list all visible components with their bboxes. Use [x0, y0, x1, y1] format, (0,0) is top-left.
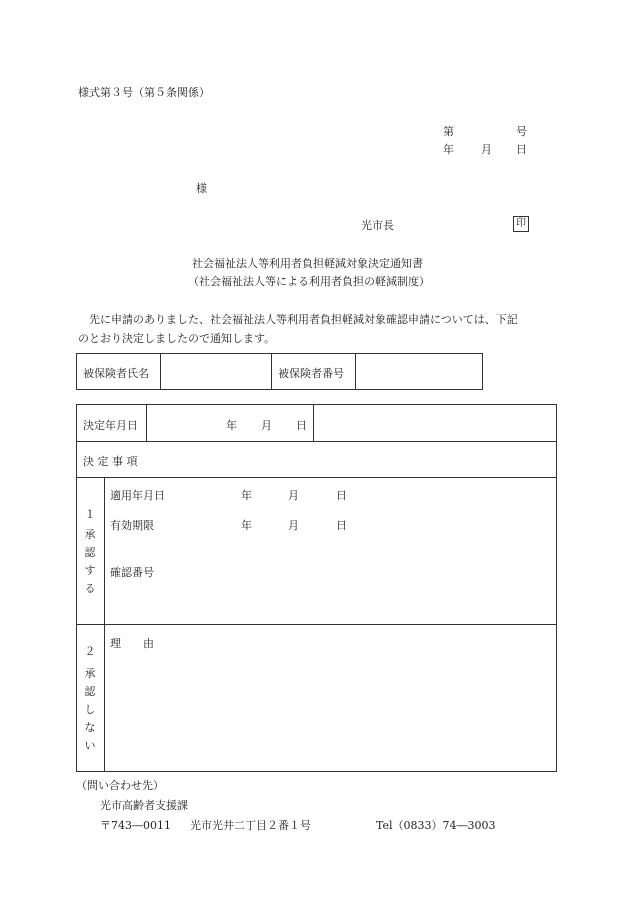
valid-period-year: 年 [241, 519, 252, 532]
date-day: 日 [516, 143, 527, 156]
issuer: 光市長 [361, 219, 394, 232]
contact-tel: Tel（0833）74―3003 [376, 819, 496, 832]
body-line-1: 先に申請のありました、社会福祉法人等利用者負担軽減対象確認申請については、下記 [89, 313, 518, 326]
apply-date-month: 月 [288, 489, 299, 502]
addressee-suffix: 様 [196, 182, 207, 195]
contact-postal: 〒743―0011 [100, 819, 171, 832]
insured-table [76, 353, 483, 390]
doc-number-go: 号 [516, 125, 527, 138]
insured-name-label: 被保険者氏名 [83, 367, 149, 380]
decision-date-label: 決定年月日 [83, 419, 138, 432]
approve-side-label: 承認する [84, 528, 96, 595]
seal-mark: 印 [513, 216, 529, 232]
decision-table [76, 404, 557, 772]
decision-date-day: 日 [296, 419, 307, 432]
document-subtitle: （社会福祉法人等による利用者負担の軽減制度） [188, 275, 430, 288]
reason-label: 理 由 [110, 637, 154, 650]
contact-department: 光市高齢者支援課 [100, 799, 188, 812]
decision-date-year: 年 [226, 419, 237, 432]
date-month: 月 [481, 143, 492, 156]
decision-date-month: 月 [261, 419, 272, 432]
contact-heading: （問い合わせ先） [76, 779, 164, 792]
body-line-2: のとおり決定しましたので通知します。 [78, 332, 276, 345]
decision-matters-label: 決 定 事 項 [83, 455, 138, 468]
deny-side-label: 承認しない [84, 667, 96, 752]
insured-number-label: 被保険者番号 [278, 367, 344, 380]
valid-period-label: 有効期限 [110, 519, 154, 532]
approve-number: １ [84, 508, 96, 521]
apply-date-year: 年 [241, 489, 252, 502]
date-year: 年 [443, 143, 454, 156]
doc-number-dai: 第 [443, 125, 454, 138]
document-title: 社会福祉法人等利用者負担軽減対象決定通知書 [192, 257, 423, 270]
deny-number: ２ [84, 645, 96, 658]
apply-date-day: 日 [336, 489, 347, 502]
form-number: 様式第３号（第５条関係） [78, 86, 210, 99]
confirm-number-label: 確認番号 [110, 566, 154, 579]
valid-period-month: 月 [288, 519, 299, 532]
valid-period-day: 日 [336, 519, 347, 532]
contact-address: 光市光井二丁目２番１号 [190, 819, 311, 832]
apply-date-label: 適用年月日 [110, 489, 165, 502]
